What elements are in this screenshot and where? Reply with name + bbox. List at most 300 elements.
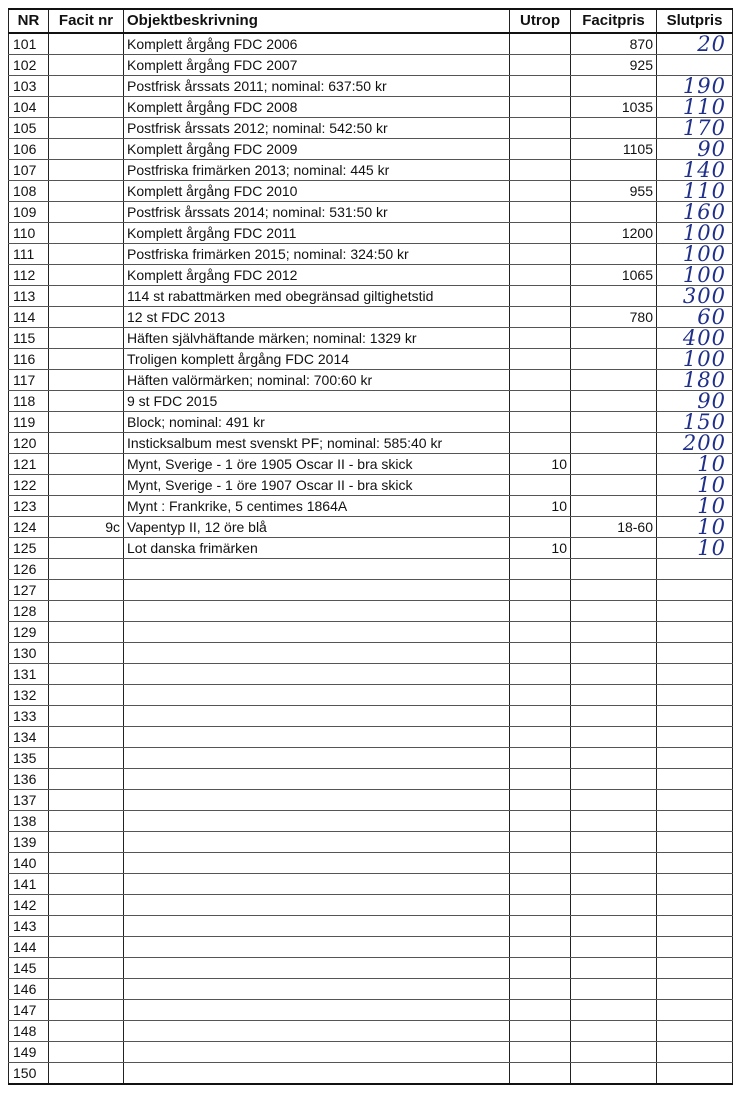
header-slutpris: Slutpris — [657, 9, 733, 33]
cell-facitpris: 18-60 — [571, 517, 657, 538]
table-row — [9, 265, 733, 286]
cell-facit-nr — [49, 265, 124, 286]
cell-description — [124, 601, 510, 622]
table-row — [9, 580, 733, 601]
cell-facit-nr — [49, 412, 124, 433]
cell-facit-nr — [49, 202, 124, 223]
cell-utrop — [510, 97, 571, 118]
table-row — [9, 391, 733, 412]
cell-nr: 115 — [9, 328, 49, 349]
cell-facit-nr — [49, 33, 124, 55]
cell-utrop — [510, 1063, 571, 1085]
cell-facit-nr — [49, 1042, 124, 1063]
cell-description: Troligen komplett årgång FDC 2014 — [124, 349, 510, 370]
cell-utrop — [510, 937, 571, 958]
cell-utrop — [510, 160, 571, 181]
cell-description — [124, 853, 510, 874]
cell-facit-nr — [49, 685, 124, 706]
table-row — [9, 958, 733, 979]
table-row — [9, 853, 733, 874]
cell-nr: 103 — [9, 76, 49, 97]
cell-facitpris — [571, 874, 657, 895]
table-row — [9, 1042, 733, 1063]
cell-nr: 104 — [9, 97, 49, 118]
cell-slutpris — [657, 937, 733, 958]
cell-description — [124, 895, 510, 916]
cell-slutpris: 10 — [657, 454, 733, 475]
cell-description — [124, 979, 510, 1000]
cell-nr: 140 — [9, 853, 49, 874]
table-row — [9, 811, 733, 832]
table-row — [9, 412, 733, 433]
cell-description: Insticksalbum mest svenskt PF; nominal: 585:40 kr — [124, 433, 510, 454]
cell-facit-nr — [49, 706, 124, 727]
cell-slutpris — [657, 790, 733, 811]
cell-description — [124, 916, 510, 937]
cell-facitpris: 1105 — [571, 139, 657, 160]
cell-facit-nr — [49, 496, 124, 517]
cell-facitpris — [571, 370, 657, 391]
cell-facitpris — [571, 559, 657, 580]
cell-nr: 106 — [9, 139, 49, 160]
cell-facitpris — [571, 160, 657, 181]
table-row — [9, 1063, 733, 1085]
cell-description — [124, 727, 510, 748]
cell-facit-nr — [49, 1021, 124, 1042]
cell-slutpris — [657, 706, 733, 727]
table-row — [9, 559, 733, 580]
table-row — [9, 769, 733, 790]
cell-description: Lot danska frimärken — [124, 538, 510, 559]
cell-utrop — [510, 895, 571, 916]
cell-description: Häften självhäftande märken; nominal: 1329 kr — [124, 328, 510, 349]
cell-slutpris — [657, 979, 733, 1000]
header-row — [9, 9, 733, 33]
cell-description — [124, 748, 510, 769]
cell-facitpris — [571, 76, 657, 97]
cell-facit-nr — [49, 433, 124, 454]
cell-nr: 146 — [9, 979, 49, 1000]
cell-nr: 117 — [9, 370, 49, 391]
cell-slutpris — [657, 1021, 733, 1042]
cell-nr: 121 — [9, 454, 49, 475]
cell-utrop — [510, 874, 571, 895]
cell-nr: 145 — [9, 958, 49, 979]
cell-description — [124, 832, 510, 853]
cell-utrop — [510, 622, 571, 643]
cell-description: Komplett årgång FDC 2012 — [124, 265, 510, 286]
cell-description — [124, 790, 510, 811]
cell-utrop — [510, 832, 571, 853]
cell-facitpris — [571, 601, 657, 622]
cell-description: Mynt, Sverige - 1 öre 1905 Oscar II - bra skick — [124, 454, 510, 475]
cell-slutpris — [657, 832, 733, 853]
cell-facit-nr — [49, 727, 124, 748]
cell-facit-nr — [49, 328, 124, 349]
cell-nr: 125 — [9, 538, 49, 559]
cell-slutpris — [657, 559, 733, 580]
cell-utrop — [510, 307, 571, 328]
cell-slutpris: 90 — [657, 391, 733, 412]
cell-facit-nr — [49, 76, 124, 97]
table-row — [9, 181, 733, 202]
cell-nr: 118 — [9, 391, 49, 412]
cell-nr: 110 — [9, 223, 49, 244]
cell-facit-nr: 9c — [49, 517, 124, 538]
cell-facit-nr — [49, 958, 124, 979]
cell-nr: 101 — [9, 33, 49, 55]
table-row — [9, 748, 733, 769]
cell-utrop — [510, 328, 571, 349]
cell-nr: 148 — [9, 1021, 49, 1042]
cell-slutpris — [657, 748, 733, 769]
cell-slutpris: 10 — [657, 517, 733, 538]
cell-facitpris — [571, 664, 657, 685]
table-row — [9, 139, 733, 160]
cell-slutpris: 190 — [657, 76, 733, 97]
cell-utrop — [510, 265, 571, 286]
cell-utrop — [510, 181, 571, 202]
header-facit-nr: Facit nr — [49, 9, 124, 33]
cell-slutpris — [657, 1000, 733, 1021]
cell-facitpris — [571, 475, 657, 496]
cell-facitpris — [571, 727, 657, 748]
cell-description: 114 st rabattmärken med obegränsad giltighetstid — [124, 286, 510, 307]
cell-utrop — [510, 1021, 571, 1042]
cell-facitpris — [571, 1021, 657, 1042]
table-row — [9, 1021, 733, 1042]
cell-utrop — [510, 118, 571, 139]
cell-utrop: 10 — [510, 454, 571, 475]
cell-description — [124, 643, 510, 664]
cell-facit-nr — [49, 790, 124, 811]
cell-slutpris — [657, 622, 733, 643]
cell-facit-nr — [49, 307, 124, 328]
cell-nr: 131 — [9, 664, 49, 685]
cell-slutpris — [657, 874, 733, 895]
cell-nr: 130 — [9, 643, 49, 664]
cell-nr: 109 — [9, 202, 49, 223]
cell-nr: 120 — [9, 433, 49, 454]
table-row — [9, 223, 733, 244]
cell-facit-nr — [49, 937, 124, 958]
cell-facitpris — [571, 790, 657, 811]
cell-facitpris: 925 — [571, 55, 657, 76]
cell-slutpris: 100 — [657, 349, 733, 370]
cell-slutpris: 400 — [657, 328, 733, 349]
cell-nr: 150 — [9, 1063, 49, 1085]
cell-description: Komplett årgång FDC 2010 — [124, 181, 510, 202]
cell-slutpris: 10 — [657, 475, 733, 496]
cell-facitpris — [571, 202, 657, 223]
cell-description: Komplett årgång FDC 2007 — [124, 55, 510, 76]
table-row — [9, 76, 733, 97]
cell-utrop — [510, 727, 571, 748]
cell-facitpris: 780 — [571, 307, 657, 328]
cell-description — [124, 622, 510, 643]
cell-facit-nr — [49, 181, 124, 202]
cell-description: Komplett årgång FDC 2009 — [124, 139, 510, 160]
cell-description: Block; nominal: 491 kr — [124, 412, 510, 433]
cell-utrop — [510, 76, 571, 97]
cell-facitpris — [571, 685, 657, 706]
cell-facitpris — [571, 433, 657, 454]
cell-description — [124, 1000, 510, 1021]
cell-facit-nr — [49, 349, 124, 370]
cell-utrop — [510, 748, 571, 769]
cell-facit-nr — [49, 853, 124, 874]
cell-facit-nr — [49, 769, 124, 790]
cell-slutpris — [657, 727, 733, 748]
cell-nr: 122 — [9, 475, 49, 496]
cell-facitpris: 870 — [571, 33, 657, 55]
cell-facitpris — [571, 748, 657, 769]
table-row — [9, 160, 733, 181]
cell-slutpris — [657, 55, 733, 76]
table-row — [9, 664, 733, 685]
table-row — [9, 475, 733, 496]
cell-slutpris: 20 — [657, 33, 733, 55]
auction-sheet — [8, 8, 732, 1085]
cell-utrop — [510, 811, 571, 832]
cell-description: Mynt : Frankrike, 5 centimes 1864A — [124, 496, 510, 517]
cell-facit-nr — [49, 916, 124, 937]
cell-utrop — [510, 55, 571, 76]
cell-description: Häften valörmärken; nominal: 700:60 kr — [124, 370, 510, 391]
table-row — [9, 349, 733, 370]
cell-slutpris: 10 — [657, 538, 733, 559]
cell-description: Mynt, Sverige - 1 öre 1907 Oscar II - bra skick — [124, 475, 510, 496]
cell-nr: 129 — [9, 622, 49, 643]
cell-facitpris — [571, 916, 657, 937]
cell-nr: 123 — [9, 496, 49, 517]
cell-slutpris — [657, 580, 733, 601]
cell-facitpris — [571, 496, 657, 517]
cell-facit-nr — [49, 391, 124, 412]
cell-nr: 139 — [9, 832, 49, 853]
cell-utrop — [510, 244, 571, 265]
cell-utrop — [510, 391, 571, 412]
cell-description: Komplett årgång FDC 2011 — [124, 223, 510, 244]
cell-facit-nr — [49, 601, 124, 622]
cell-facitpris — [571, 979, 657, 1000]
cell-description — [124, 580, 510, 601]
cell-slutpris: 300 — [657, 286, 733, 307]
cell-facitpris — [571, 853, 657, 874]
cell-description: Postfrisk årssats 2014; nominal: 531:50 kr — [124, 202, 510, 223]
cell-utrop — [510, 475, 571, 496]
cell-utrop — [510, 517, 571, 538]
cell-slutpris: 100 — [657, 244, 733, 265]
cell-description — [124, 769, 510, 790]
cell-utrop — [510, 1042, 571, 1063]
table-row — [9, 244, 733, 265]
table-row — [9, 727, 733, 748]
cell-facitpris — [571, 706, 657, 727]
cell-slutpris: 150 — [657, 412, 733, 433]
cell-nr: 135 — [9, 748, 49, 769]
cell-description: Komplett årgång FDC 2008 — [124, 97, 510, 118]
cell-description: Postfrisk årssats 2011; nominal: 637:50 kr — [124, 76, 510, 97]
cell-facit-nr — [49, 895, 124, 916]
cell-description — [124, 706, 510, 727]
cell-slutpris — [657, 1063, 733, 1085]
table-row — [9, 538, 733, 559]
cell-nr: 116 — [9, 349, 49, 370]
cell-slutpris — [657, 916, 733, 937]
header-facitpris: Facitpris — [571, 9, 657, 33]
cell-utrop — [510, 370, 571, 391]
cell-slutpris: 100 — [657, 265, 733, 286]
cell-nr: 105 — [9, 118, 49, 139]
cell-nr: 124 — [9, 517, 49, 538]
table-row — [9, 433, 733, 454]
cell-utrop — [510, 664, 571, 685]
table-row — [9, 790, 733, 811]
cell-facitpris — [571, 811, 657, 832]
cell-slutpris — [657, 853, 733, 874]
cell-facit-nr — [49, 97, 124, 118]
cell-facitpris — [571, 1000, 657, 1021]
cell-facit-nr — [49, 244, 124, 265]
cell-description — [124, 937, 510, 958]
cell-utrop — [510, 853, 571, 874]
cell-facit-nr — [49, 1000, 124, 1021]
table-row — [9, 97, 733, 118]
cell-description: 9 st FDC 2015 — [124, 391, 510, 412]
cell-description — [124, 811, 510, 832]
cell-facitpris — [571, 118, 657, 139]
table-row — [9, 496, 733, 517]
cell-facit-nr — [49, 643, 124, 664]
table-row — [9, 937, 733, 958]
cell-description: 12 st FDC 2013 — [124, 307, 510, 328]
cell-facitpris — [571, 1063, 657, 1085]
cell-utrop — [510, 1000, 571, 1021]
cell-utrop — [510, 223, 571, 244]
cell-utrop: 10 — [510, 496, 571, 517]
cell-facitpris — [571, 538, 657, 559]
cell-facit-nr — [49, 748, 124, 769]
cell-utrop — [510, 33, 571, 55]
cell-nr: 134 — [9, 727, 49, 748]
table-row — [9, 118, 733, 139]
lot-rows — [9, 33, 733, 1084]
cell-facitpris — [571, 454, 657, 475]
cell-facitpris — [571, 328, 657, 349]
cell-utrop — [510, 286, 571, 307]
cell-slutpris: 110 — [657, 97, 733, 118]
table-row — [9, 307, 733, 328]
cell-slutpris: 60 — [657, 307, 733, 328]
cell-facit-nr — [49, 475, 124, 496]
table-row — [9, 286, 733, 307]
cell-utrop — [510, 958, 571, 979]
cell-nr: 111 — [9, 244, 49, 265]
cell-facit-nr — [49, 1063, 124, 1085]
cell-nr: 102 — [9, 55, 49, 76]
auction-lot-table — [8, 8, 733, 1085]
table-row — [9, 874, 733, 895]
cell-slutpris — [657, 685, 733, 706]
header-nr: NR — [9, 9, 49, 33]
table-row — [9, 706, 733, 727]
cell-description: Postfrisk årssats 2012; nominal: 542:50 kr — [124, 118, 510, 139]
cell-facitpris: 1065 — [571, 265, 657, 286]
cell-slutpris — [657, 643, 733, 664]
cell-facit-nr — [49, 664, 124, 685]
cell-facit-nr — [49, 874, 124, 895]
header-utrop: Utrop — [510, 9, 571, 33]
cell-description — [124, 1063, 510, 1085]
cell-description: Komplett årgång FDC 2006 — [124, 33, 510, 55]
cell-description — [124, 1021, 510, 1042]
table-row — [9, 202, 733, 223]
cell-facit-nr — [49, 160, 124, 181]
cell-slutpris: 200 — [657, 433, 733, 454]
cell-slutpris: 100 — [657, 223, 733, 244]
cell-utrop — [510, 139, 571, 160]
cell-facitpris — [571, 580, 657, 601]
cell-facitpris — [571, 412, 657, 433]
cell-facit-nr — [49, 811, 124, 832]
cell-facitpris — [571, 1042, 657, 1063]
cell-description — [124, 559, 510, 580]
cell-facit-nr — [49, 118, 124, 139]
header-description: Objektbeskrivning — [124, 9, 510, 33]
cell-description — [124, 874, 510, 895]
cell-facitpris — [571, 769, 657, 790]
cell-utrop — [510, 685, 571, 706]
cell-nr: 112 — [9, 265, 49, 286]
cell-description — [124, 958, 510, 979]
cell-facit-nr — [49, 286, 124, 307]
cell-facitpris — [571, 349, 657, 370]
cell-slutpris: 90 — [657, 139, 733, 160]
cell-facit-nr — [49, 832, 124, 853]
cell-utrop — [510, 979, 571, 1000]
cell-facitpris: 1200 — [571, 223, 657, 244]
cell-utrop — [510, 349, 571, 370]
cell-slutpris: 140 — [657, 160, 733, 181]
cell-facit-nr — [49, 979, 124, 1000]
cell-nr: 137 — [9, 790, 49, 811]
cell-facit-nr — [49, 370, 124, 391]
cell-slutpris: 160 — [657, 202, 733, 223]
cell-facitpris — [571, 895, 657, 916]
cell-description: Postfriska frimärken 2015; nominal: 324:50 kr — [124, 244, 510, 265]
cell-facitpris: 955 — [571, 181, 657, 202]
cell-utrop — [510, 769, 571, 790]
cell-nr: 144 — [9, 937, 49, 958]
table-row — [9, 1000, 733, 1021]
cell-utrop — [510, 580, 571, 601]
cell-nr: 132 — [9, 685, 49, 706]
table-row — [9, 55, 733, 76]
cell-nr: 143 — [9, 916, 49, 937]
cell-nr: 119 — [9, 412, 49, 433]
cell-facitpris — [571, 244, 657, 265]
cell-facitpris — [571, 286, 657, 307]
cell-slutpris: 110 — [657, 181, 733, 202]
cell-facitpris — [571, 391, 657, 412]
cell-utrop — [510, 433, 571, 454]
table-row — [9, 685, 733, 706]
cell-slutpris — [657, 769, 733, 790]
cell-description — [124, 685, 510, 706]
cell-utrop — [510, 559, 571, 580]
table-row — [9, 979, 733, 1000]
